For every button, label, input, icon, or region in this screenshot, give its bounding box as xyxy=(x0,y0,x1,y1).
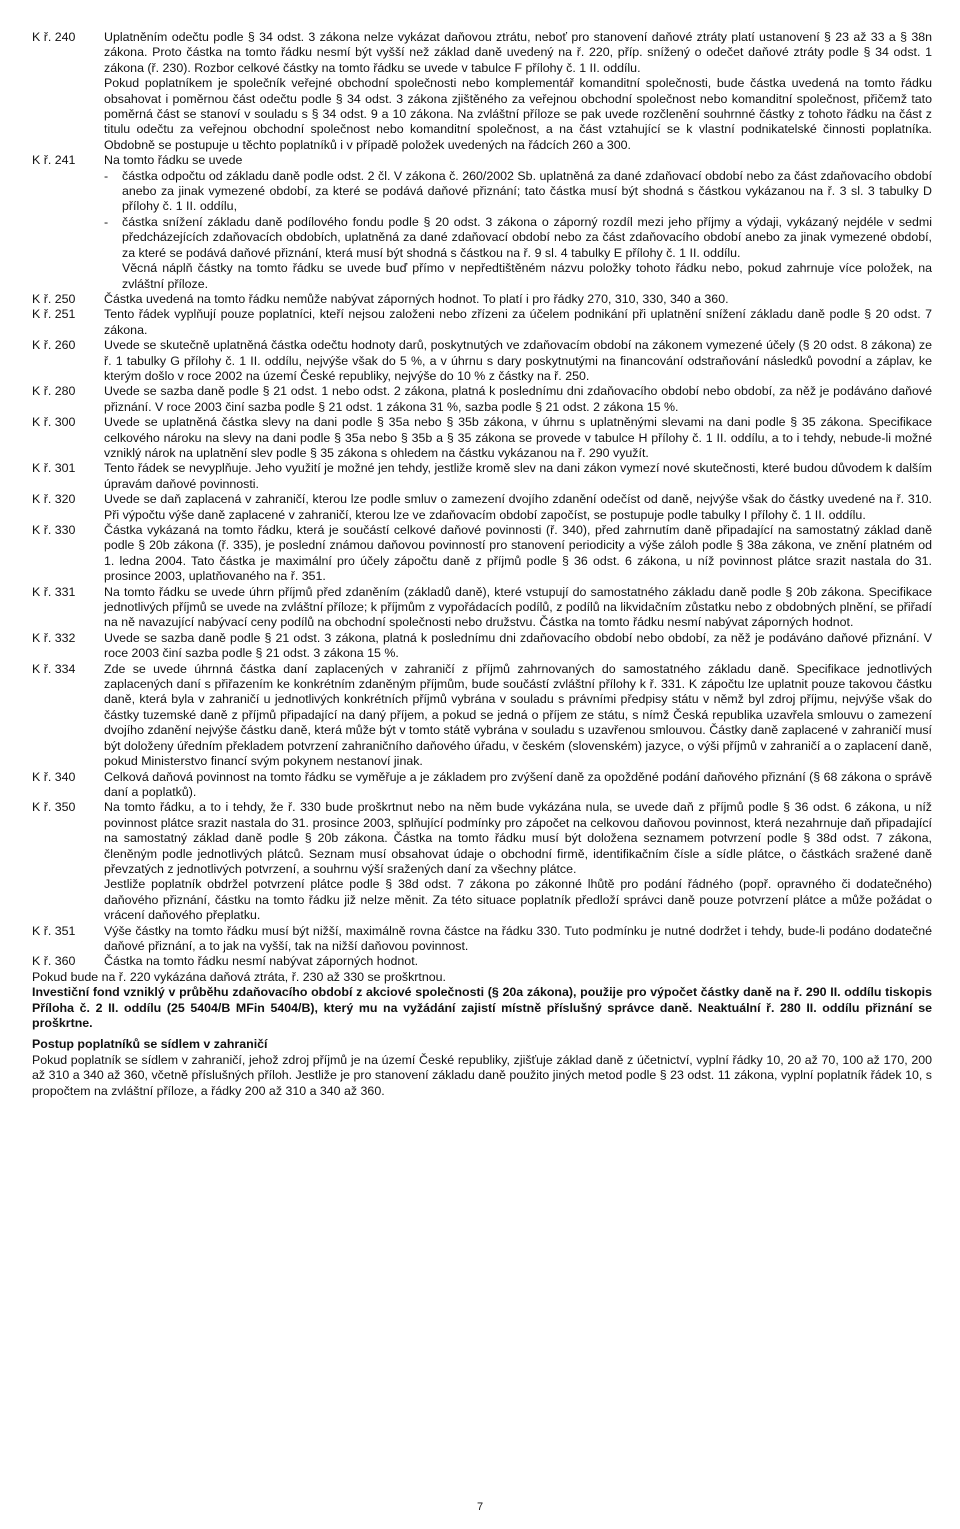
row-text xyxy=(104,631,932,662)
row-code: K ř. 332 xyxy=(32,630,76,645)
row-text xyxy=(104,954,932,969)
row-instruction xyxy=(32,384,932,415)
row-instruction xyxy=(32,292,932,307)
dash-mark: - xyxy=(104,214,109,229)
paragraph: Pokud poplatníkem je společník veřejné obchodní společnosti nebo komplementář komanditní společnosti, bude částka uvedená na tomto řádku obsahovat i poměrnou část odečtu podle § 34 odst. 3 zákona zjištěného za veřejnou obchodní společnost nebo komanditní společnost, přičemž tato poměrná část se stanoví v souladu s § 34 odst. 9 a 10 zákona. Na zvláštní příloze se pak uvede rozčlenění souhrnné částky z tohoto řádku na část z titulu odečtu za veřejnou obchodní společnost nebo komanditní společnost, a na část vztahující se k vlastní podnikatelské činnosti poplatníka. Obdobně se postupuje u těchto poplatníků i v případě položek uvedených na řádcích 260 a 300. xyxy=(104,76,932,152)
paragraph: Jestliže poplatník obdržel potvrzení plátce podle § 38d odst. 7 zákona po zákonné lhůtě pro podání řádného (popř. opravného či dodatečného) daňového přiznání, částku na tomto řádku již nelze měnit. Za této situace poplatník předloží správci daně pouze potvrzení plátce a může požádat o vrácení daňového přeplatku. xyxy=(104,877,932,923)
row-instruction xyxy=(32,770,932,801)
row-text xyxy=(104,307,932,338)
row-instruction xyxy=(32,585,932,631)
paragraph: Částka vykázaná na tomto řádku, která je součástí celkové daňové povinnosti (ř. 340), před zahrnutím daně připadající na samostatný základ daně podle § 20b zákona (ř. 335), je poslední známou daňovou povinností pro stanovení periodicity a výše záloh podle § 38a zákona, ve znění platném od 1. ledna 2004. Tato částka je maximální pro účely zápočtu daně z příjmů podle § 36 odst. 6 zákona, u níž povinnost plátce srazit nastala do 31. prosince 2003, uplatňovaného na ř. 351. xyxy=(104,523,932,584)
indented-paragraph: Věcná náplň částky na tomto řádku se uvede buď přímo v nepředtištěném názvu položky tohoto řádku nebo, pokud zahrnuje více položek, na zvláštní příloze. xyxy=(122,261,932,291)
row-text xyxy=(104,415,932,461)
row-instruction xyxy=(32,924,932,955)
row-instruction xyxy=(32,307,932,338)
paragraph: Uvede se daň zaplacená v zahraničí, kterou lze podle smluv o zamezení dvojího zdanění odečíst od daně, nejvýše však do částky uvedené na ř. 310. Při výpočtu výše daně zaplacené v zahraničí, kterou lze ve zdaňovacím období započíst, se postupuje podle tabulky I přílohy č. 1 II. oddílu. xyxy=(104,492,932,522)
row-code: K ř. 350 xyxy=(32,800,76,815)
row-code: K ř. 260 xyxy=(32,338,76,353)
paragraph: Zde se uvede úhrnná částka daní zaplacených v zahraničí z příjmů zahrnovaných do samostatného základu daně. Specifikace jednotlivých zaplacených daní s přiřazením ke konkrétním zdaněným příjmům, bude součástí zvláštní přílohy k ř. 331. K zápočtu lze uplatnit pouze takovou částku daně, která byla v zahraničí u jednotlivých konkrétních příjmů vybrána v souladu s právními předpisy státu v němž byl zdroj příjmu, nejvýše však do částky tuzemské daně z příjmů připadající na daný příjem, a pokud se jedná o příjem ze státu, s nímž Česká republika uzavřela smlouvu o zamezení dvojího zdanění nejvýše částku daně, která může být v tomto státě vybrána v souladu s uzavřenou smlouvou. Částky daně zaplacené v zahraničí musí být doloženy úředním překladem potvrzení zahraničního daňového úřadu, v českém (slovenském) jazyce, o výši příjmů v zahraničí a o zaplacení daně, pokud Ministerstvo financí svým pokynem nestanoví jinak. xyxy=(104,661,932,769)
row-code: K ř. 300 xyxy=(32,415,76,430)
row-instruction xyxy=(32,30,932,153)
row-text xyxy=(104,292,932,307)
paragraph: Uplatněním odečtu podle § 34 odst. 3 zákona nelze vykázat daňovou ztrátu, neboť pro stanovení daňové ztráty platí ustanovení § 23 až 33 a § 38n zákona. Proto částka na tomto řádku nesmí být vyšší než základ daně uvedený na ř. 220, příp. snížený o odečet daňové ztráty podle § 34 odst. 1 zákona (ř. 230). Rozbor celkové částky na tomto řádku se uvede v tabulce F přílohy č. 1 II. oddílu. xyxy=(104,30,932,75)
row-text xyxy=(104,492,932,523)
paragraph: Částka na tomto řádku nesmí nabývat záporných hodnot. xyxy=(104,954,419,969)
row-text xyxy=(104,384,932,415)
paragraph: Uvede se uplatněná částka slevy na dani podle § 35a nebo § 35b zákona, v úhrnu s uplatněnými slevami na dani podle § 35 zákona. Specifikace celkového nároku na slevy na dani podle § 35a nebo § 35b a § 35 zákona se provede v tabulce H přílohy č. 1 II. oddílu, a to i tehdy, nebude-li možné vzniklý nárok na uplatnění slev podle § 35 zákona s ohledem na částku vykázanou na ř. 290 využít. xyxy=(104,415,932,460)
row-code: K ř. 351 xyxy=(32,923,76,938)
row-code: K ř. 280 xyxy=(32,384,76,399)
dash-text: částka odpočtu od základu daně podle odst. 2 čl. V zákona č. 260/2002 Sb. uplatněná za dané zdaňovací období nebo za část zdaňovacího období anebo za jinak vymezené období, za které se podává daňové přiznání; tato částka musí být shodná s částkou vykázanou na ř. 3 sl. 3 tabulky D přílohy č. 1 II. oddílu, xyxy=(122,168,932,214)
row-text xyxy=(104,662,932,770)
paragraph: Tento řádek se nevyplňuje. Jeho využití je možné jen tehdy, jestliže kromě slev na dani zákon vymezí nové skutečnosti, které budou důvodem k dalším úpravám daňové povinnosti. xyxy=(104,461,932,491)
row-text xyxy=(104,153,932,292)
paragraph: Na tomto řádku se uvede úhrn příjmů před zdaněním (základů daně), které vstupují do samostatného základu daně podle § 20b zákona. Specifikace jednotlivých příjmů se uvede na zvláštní příloze; k příjmům z vypořádacích podílů, z podílů na likvidačním zůstatku nebo z obdobných plnění, se přiřadí na ně navazující nabývací ceny podílů na obchodní společnosti nebo družstvu. Částka na tomto řádku nesmí nabývat záporných hodnot. xyxy=(104,584,932,630)
paragraph: Výše částky na tomto řádku musí být nižší, maximálně rovna částce na řádku 330. Tuto podmínku je nutné dodržet i tehdy, bude-li podáno dodatečné daňové přiznání, a to jak na vyšší, tak na nižší daňovou povinnost. xyxy=(104,923,932,953)
row-code: K ř. 250 xyxy=(32,291,76,306)
row-instruction xyxy=(32,415,932,461)
row-instruction xyxy=(32,800,932,923)
loss-note: Pokud bude na ř. 220 vykázána daňová ztráta, ř. 230 až 330 se proškrtnou. xyxy=(32,969,446,984)
row-code: K ř. 330 xyxy=(32,523,76,537)
row-instruction xyxy=(32,954,932,969)
paragraph: Uvede se skutečně uplatněná částka odečtu hodnoty darů, poskytnutých ve zdaňovacím období na zákonem vymezené účely (§ 20 odst. 8 zákona) ze ř. 1 tabulky G přílohy č. 1 II. oddílu, nejvýše však do 5 %, a v úhrnu s dary poskytnutými na financování odstraňování následků povodní a záplav, ke kterým došlo v roce 2002 na území České republiky, nejvýše do 10 % z částky na ř. 250. xyxy=(104,338,932,383)
dash-item xyxy=(104,215,932,261)
row-instruction xyxy=(32,338,932,384)
row-code: K ř. 251 xyxy=(32,307,76,322)
dash-item xyxy=(104,169,932,215)
row-code: K ř. 340 xyxy=(32,769,76,784)
row-text xyxy=(104,461,932,492)
row-text xyxy=(104,338,932,384)
paragraph: Na tomto řádku, a to i tehdy, že ř. 330 bude proškrtnut nebo na něm bude vykázána nula, se uvede daň z příjmů podle § 36 odst. 6 zákona, u níž povinnost plátce srazit nastala do 31. prosince 2003, splňující podmínky pro zápočet na celkovou daňovou povinnost, která nezahrnuje daň připadající na samostatný základ daně podle § 20b zákona. Částka na tomto řádku musí být doložena seznamem potvrzení podle § 38d odst. 7 zákona, členěným podle jednotlivých plátců. Seznam musí obsahovat údaje o obchodní firmě, identifikačním čísle a sídle plátce, o částkách sražené daně převzatých z jednotlivých potvrzení, a souhrnu výší sražených daní za všechny plátce. xyxy=(104,800,932,876)
paragraph: Uvede se sazba daně podle § 21 odst. 3 zákona, platná k poslednímu dni zdaňovacího období nebo období, za něž je podáváno daňové přiznání. V roce 2003 činí sazba podle § 21 odst. 3 zákona 15 %. xyxy=(104,630,932,661)
row-code: K ř. 301 xyxy=(32,461,76,476)
paragraph: Uvede se sazba daně podle § 21 odst. 1 nebo odst. 2 zákona, platná k poslednímu dni zdaňovacího období nebo období, za něž je podáváno daňové přiznání. V roce 2003 činí sazba podle § 21 odst. 1 zákona 31 %, sazba podle § 21 odst. 2 zákona 15 %. xyxy=(104,384,932,414)
paragraph: Tento řádek vyplňují pouze poplatníci, kteří nejsou založeni nebo zřízeni za účelem podnikání při uplatnění snížení základu daně podle § 20 odst. 7 zákona. xyxy=(104,307,932,337)
row-instructions xyxy=(32,30,932,970)
foreign-taxpayers-text: Pokud poplatník se sídlem v zahraničí, jehož zdroj příjmů je na území České republiky, zjišťuje základ daně z účetnictví, vyplní řádky 10, 20 až 70, 100 až 170, 200 až 310 a 340 až 360, včetně příslušných příloh. Jestliže je pro stanovení základu daně použito jiných metod podle § 23 odst. 11 zákona, vyplní poplatník řádek 10, s propočtem na zvláštní příloze, a řádky 200 až 310 a 340 až 360. xyxy=(32,1052,932,1098)
dash-text: částka snížení základu daně podílového fondu podle § 20 odst. 3 zákona o záporný rozdíl mezi jeho příjmy a výdaji, vykázaný nejdéle v sedmi předcházejících zdaňovacích obdobích, uplatněná za dané zdaňovací období nebo za část zdaňovacího období anebo za jinak vymezené období, za které se podává daňové přiznání, která musí být shodná s částkou na ř. 9 sl. 4 tabulky E přílohy č. 1 II. oddílu. xyxy=(122,214,932,260)
row-text xyxy=(104,30,932,153)
row-text xyxy=(104,924,932,955)
row-instruction xyxy=(32,631,932,662)
paragraph: Částka uvedená na tomto řádku nemůže nabývat záporných hodnot. To platí i pro řádky 270, 310, 330, 340 a 360. xyxy=(104,291,729,306)
paragraph: Na tomto řádku se uvede xyxy=(104,153,243,168)
row-text xyxy=(104,523,932,585)
row-instruction xyxy=(32,492,932,523)
row-code: K ř. 240 xyxy=(32,30,76,44)
row-instruction xyxy=(32,153,932,292)
row-instruction xyxy=(32,523,932,585)
row-text xyxy=(104,800,932,923)
investment-fund-note: Investiční fond vzniklý v průběhu zdaňovacího období z akciové společnosti (§ 20a zákona), použije pro výpočet částky daně na ř. 290 II. oddílu tiskopis Příloha č. 2 II. oddílu (25 5404/B MFin 5404/B), který mu na vyžádání zajistí místně příslušný správce daně. Neaktuální ř. 280 II. oddílu přiznání se proškrtne. xyxy=(32,985,932,1030)
row-text xyxy=(104,770,932,801)
row-code: K ř. 334 xyxy=(32,661,76,676)
paragraph: Celková daňová povinnost na tomto řádku se vyměřuje a je základem pro zvýšení daně za opožděné podání daňového přiznání (§ 68 zákona o správě daní a poplatků). xyxy=(104,769,932,799)
row-instruction xyxy=(32,662,932,770)
foreign-taxpayers-heading: Postup poplatníků se sídlem v zahraničí xyxy=(32,1037,268,1052)
row-code: K ř. 360 xyxy=(32,954,76,969)
dash-mark: - xyxy=(104,168,109,183)
row-code: K ř. 320 xyxy=(32,492,76,507)
row-text xyxy=(104,585,932,631)
page-number: 7 xyxy=(476,1501,484,1513)
row-instruction xyxy=(32,461,932,492)
row-code: K ř. 331 xyxy=(32,584,76,599)
row-code: K ř. 241 xyxy=(32,153,76,168)
